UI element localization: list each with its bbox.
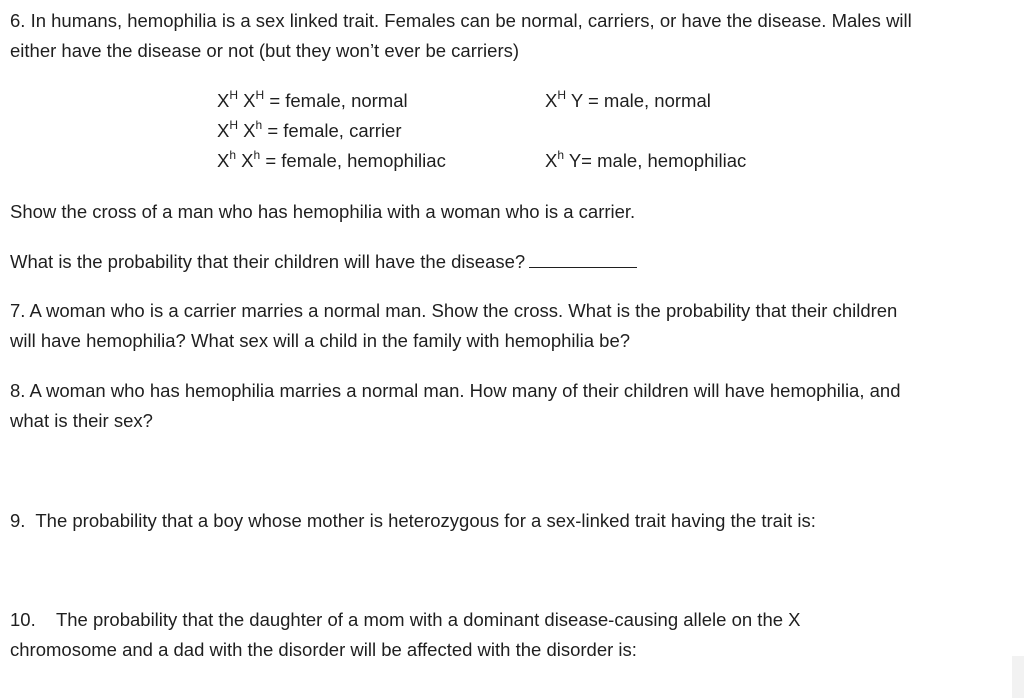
q6-probability-question (10, 247, 637, 277)
genotype-description: = female, carrier (267, 120, 402, 141)
x-chromosome-label: X (217, 90, 230, 111)
genotype-description: Y = male, normal (570, 90, 711, 111)
q10-line-2: chromosome and a dad with the disorder will be affected with the disorder is: (10, 639, 637, 660)
genotype-female-hemophiliac (217, 146, 446, 176)
allele-label: h (229, 148, 237, 162)
scrollbar[interactable] (1012, 656, 1024, 698)
genotype-description: = female, normal (269, 90, 408, 111)
genotype-description: = female, hemophiliac (265, 150, 446, 171)
allele-label: H (229, 88, 239, 102)
allele-label: H (229, 118, 239, 132)
allele-label: H (255, 88, 265, 102)
genotype-description: Y= male, hemophiliac (568, 150, 747, 171)
q6-probability-text: What is the probability that their children will have the disease? (10, 251, 526, 272)
genotype-male-normal (545, 86, 711, 116)
x-chromosome-label: X (545, 150, 558, 171)
x-chromosome-label: X (217, 150, 230, 171)
q7-line-2: will have hemophilia? What sex will a child in the family with hemophilia be? (10, 330, 631, 351)
x-chromosome-label: X (217, 120, 230, 141)
q6-intro-line-1: 6. In humans, hemophilia is a sex linked trait. Females can be normal, carriers, or have the disease. Males will (10, 10, 912, 31)
x-chromosome-label: X (241, 150, 254, 171)
allele-label: h (557, 148, 565, 162)
allele-label: H (557, 88, 567, 102)
q7-line-1: 7. A woman who is a carrier marries a normal man. Show the cross. What is the probability that their children (10, 300, 898, 321)
x-chromosome-label: X (545, 90, 558, 111)
x-chromosome-label: X (243, 120, 256, 141)
q9-line-1: 9. The probability that a boy whose mother is heterozygous for a sex-linked trait having the trait is: (10, 510, 816, 531)
q6-cross-instruction: Show the cross of a man who has hemophilia with a woman who is a carrier. (10, 201, 636, 222)
genotype-female-normal (217, 86, 408, 116)
genotype-female-carrier (217, 116, 402, 146)
q8-line-2: what is their sex? (10, 410, 153, 431)
genotype-male-hemophiliac (545, 146, 746, 176)
allele-label: h (253, 148, 261, 162)
allele-label: h (255, 118, 263, 132)
q8-line-1: 8. A woman who has hemophilia marries a normal man. How many of their children will have hemophilia, and (10, 380, 901, 401)
q10-line-1: 10. The probability that the daughter of a mom with a dominant disease-causing allele on the X (10, 609, 801, 630)
x-chromosome-label: X (243, 90, 256, 111)
answer-blank[interactable] (529, 251, 637, 268)
q6-intro-line-2: either have the disease or not (but they won’t ever be carriers) (10, 40, 520, 61)
